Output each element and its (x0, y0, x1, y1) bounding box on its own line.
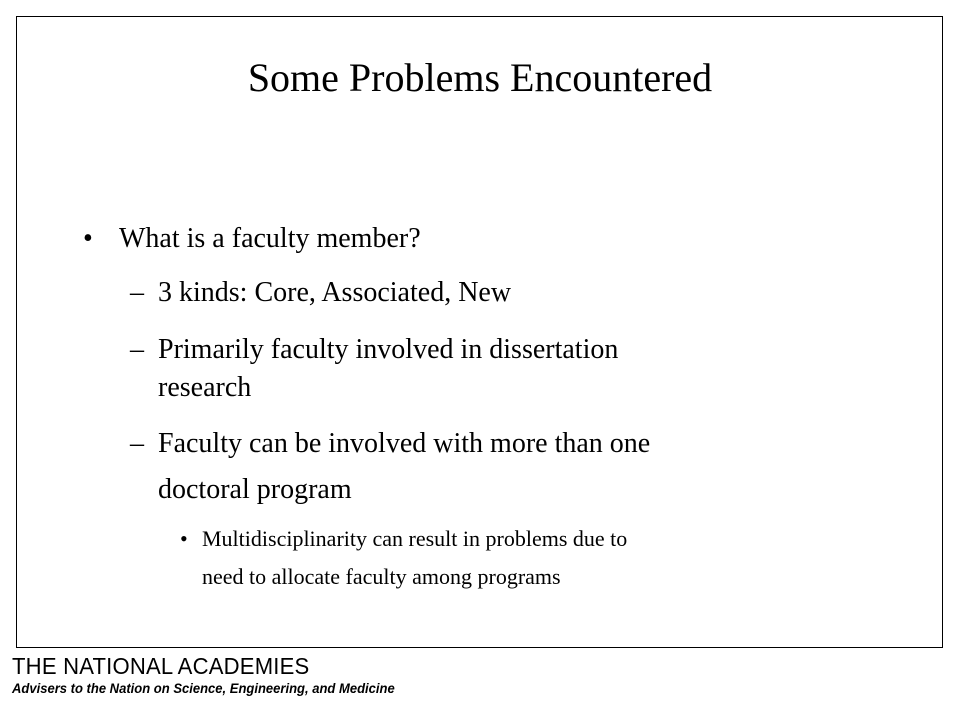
logo-name: THE NATIONAL ACADEMIES (12, 653, 310, 679)
sub-bullet-text-line-2: research (158, 372, 252, 403)
sub-bullet-text-line-1: Primarily faculty involved in dissertation (158, 334, 619, 365)
slide-frame (16, 16, 943, 648)
dash-marker: – (130, 334, 144, 365)
sub-bullet-text-line-2: doctoral program (158, 474, 352, 505)
dash-marker: – (130, 428, 144, 459)
bullet-text: What is a faculty member? (119, 223, 421, 254)
sub-bullet-text: 3 kinds: Core, Associated, New (158, 277, 512, 308)
logo-tagline: Advisers to the Nation on Science, Engineering, and Medicine (12, 680, 395, 696)
dash-marker: – (130, 277, 144, 308)
national-academies-logo (12, 653, 395, 701)
sub-bullet-text-line-1: Faculty can be involved with more than one (158, 428, 651, 459)
sub-sub-bullet-text-line-2: need to allocate faculty among programs (202, 564, 561, 589)
sub-sub-bullet-text-line-1: Multidisciplinarity can result in problems due to (202, 526, 628, 551)
bullet-marker: • (83, 223, 93, 254)
small-bullet-marker: • (180, 526, 188, 551)
slide-title: Some Problems Encountered (247, 55, 713, 100)
